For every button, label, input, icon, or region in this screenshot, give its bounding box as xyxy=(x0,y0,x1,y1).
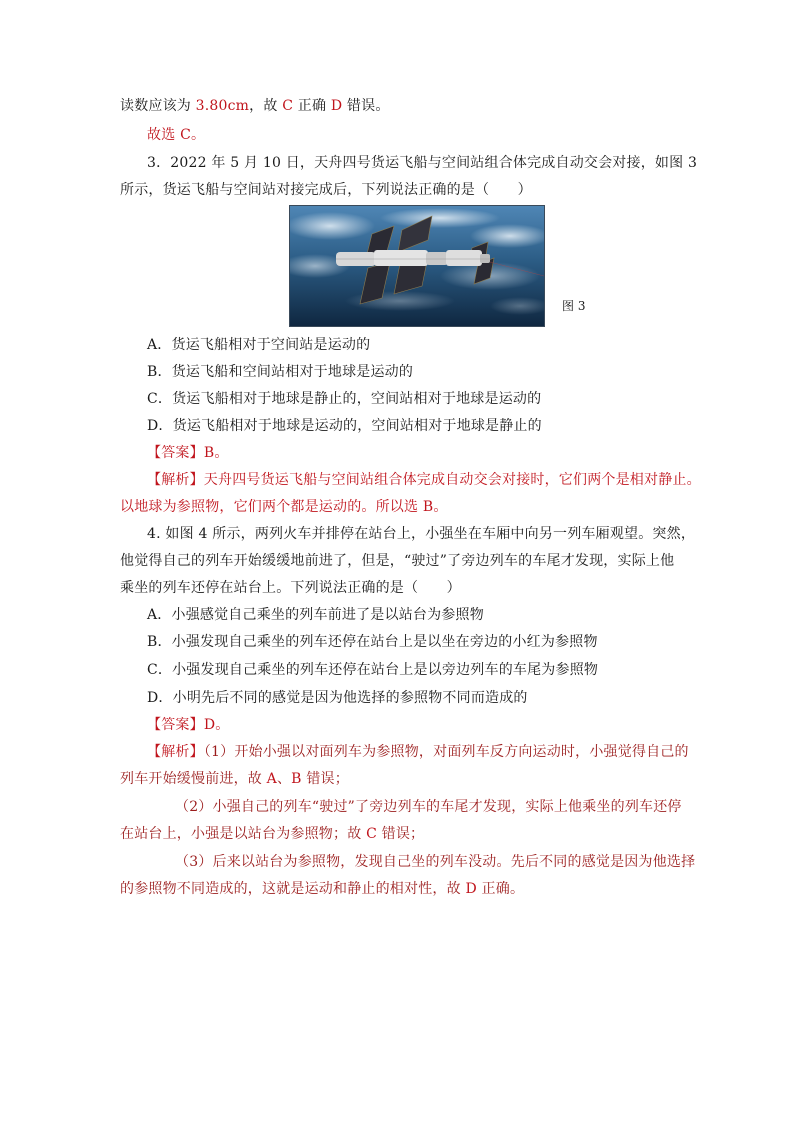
text-segment: A xyxy=(266,771,277,787)
text-line xyxy=(120,578,461,598)
text-segment: 错误； xyxy=(376,826,425,842)
text-segment: D xyxy=(203,717,216,733)
space-station-image xyxy=(290,206,544,326)
text-line xyxy=(120,879,524,899)
text-segment: 故选 xyxy=(147,127,181,143)
text-segment: D．小明先后不同的感觉是因为他选择的参照物不同而造成的 xyxy=(147,690,528,706)
text-line xyxy=(120,824,424,844)
text-segment: 【解析】天舟四号货运飞船与空间站组合体完成自动交会对接时，它们两个是相对静止。 xyxy=(147,472,701,488)
space-station-photo xyxy=(289,205,545,327)
text-segment: 所示，货运飞船与空间站对接完成后，下列说法正确的是（ ） xyxy=(120,182,532,198)
text-line xyxy=(147,335,370,355)
text-segment: D．货运飞船相对于地球是运动的，空间站相对于地球是静止的 xyxy=(147,418,542,434)
text-segment: B xyxy=(422,499,434,515)
text-segment: 在站台上，小强是以站台为参照物；故 xyxy=(120,826,367,842)
text-segment: B xyxy=(203,445,215,461)
text-segment: （2）小强自己的列车“驶过”了旁边列车的车尾才发现，实际上他乘坐的列车还停 xyxy=(175,799,682,815)
text-segment: C xyxy=(180,127,191,143)
text-line xyxy=(147,715,229,735)
text-line xyxy=(147,470,701,490)
text-segment: B xyxy=(291,771,302,787)
text-segment: 读数应该为 xyxy=(120,98,196,114)
text-line xyxy=(120,96,390,116)
text-segment: 【答案】 xyxy=(147,717,204,733)
text-segment: （1）开始小强以对面列车为参照物，对面列车反方向运动时，小强觉得自己的 xyxy=(203,744,689,760)
text-segment: 乘坐的列车还停在站台上。下列说法正确的是（ ） xyxy=(120,580,461,596)
text-segment: 错误； xyxy=(301,771,349,787)
text-line xyxy=(147,416,542,436)
text-line xyxy=(147,153,697,173)
text-segment: 。 xyxy=(215,717,230,733)
text-line xyxy=(147,125,205,145)
text-segment: ，故 xyxy=(249,98,283,114)
text-line xyxy=(147,605,484,625)
text-segment: 正确 xyxy=(293,98,331,114)
text-segment: 4. 如图 4 所示，两列火车并排停在站台上，小强坐在车厢中向另一列车厢观望。突然， xyxy=(147,526,696,542)
text-line xyxy=(147,389,541,409)
text-segment: B．货运飞船和空间站相对于地球是运动的 xyxy=(147,364,414,380)
text-segment: 【答案】 xyxy=(147,445,204,461)
text-segment: 3．2022 年 5 月 10 日，天舟四号货运飞船与空间站组合体完成自动交会对接，如图 3 xyxy=(147,155,698,171)
text-line xyxy=(120,497,448,517)
text-line xyxy=(175,797,682,817)
text-segment: D xyxy=(465,881,477,897)
figure-caption: 图 3 xyxy=(562,299,586,313)
text-line xyxy=(120,180,532,200)
text-segment: A．货运飞船相对于空间站是运动的 xyxy=(147,337,371,353)
text-segment: C．小强发现自己乘坐的列车还停在站台上是以旁边列车的车尾为参照物 xyxy=(147,662,599,678)
text-segment: C xyxy=(366,826,377,842)
text-segment: A．小强感觉自己乘坐的列车前进了是以站台为参照物 xyxy=(147,607,484,623)
text-segment: 、 xyxy=(276,771,292,787)
text-segment: D xyxy=(330,98,343,114)
text-line xyxy=(147,362,413,382)
text-line xyxy=(120,551,674,571)
text-line xyxy=(175,852,695,872)
text-segment: B．小强发现自己乘坐的列车还停在站台上是以坐在旁边的小红为参照物 xyxy=(147,634,598,650)
text-segment: 以地球为参照物，它们两个都是运动的。所以选 xyxy=(120,499,423,515)
text-segment: 。 xyxy=(214,445,229,461)
text-segment: 他觉得自己的列车开始缓缓地前进了，但是，“驶过”了旁边列车的车尾才发现，实际上他 xyxy=(120,553,675,569)
text-segment: 【解析】 xyxy=(147,744,204,760)
text-line xyxy=(147,660,598,680)
text-line xyxy=(147,742,689,762)
text-line xyxy=(120,769,349,789)
text-segment: C．货运飞船相对于地球是静止的，空间站相对于地球是运动的 xyxy=(147,391,542,407)
text-segment: 错误。 xyxy=(342,98,390,114)
text-segment: 正确。 xyxy=(476,881,525,897)
text-segment: 的参照物不同造成的，这就是运动和静止的相对性，故 xyxy=(120,881,466,897)
text-segment: 。 xyxy=(433,499,448,515)
text-line xyxy=(147,443,229,463)
text-segment: C xyxy=(282,98,294,114)
text-segment: 列车开始缓慢前进，故 xyxy=(120,771,267,787)
text-segment: 。 xyxy=(190,127,206,143)
text-line xyxy=(147,524,695,544)
text-segment: 3.80cm xyxy=(195,98,250,114)
text-line xyxy=(147,632,598,652)
text-segment: （3）后来以站台为参照物，发现自己坐的列车没动。先后不同的感觉是因为他选择 xyxy=(175,854,696,870)
text-line xyxy=(147,688,528,708)
